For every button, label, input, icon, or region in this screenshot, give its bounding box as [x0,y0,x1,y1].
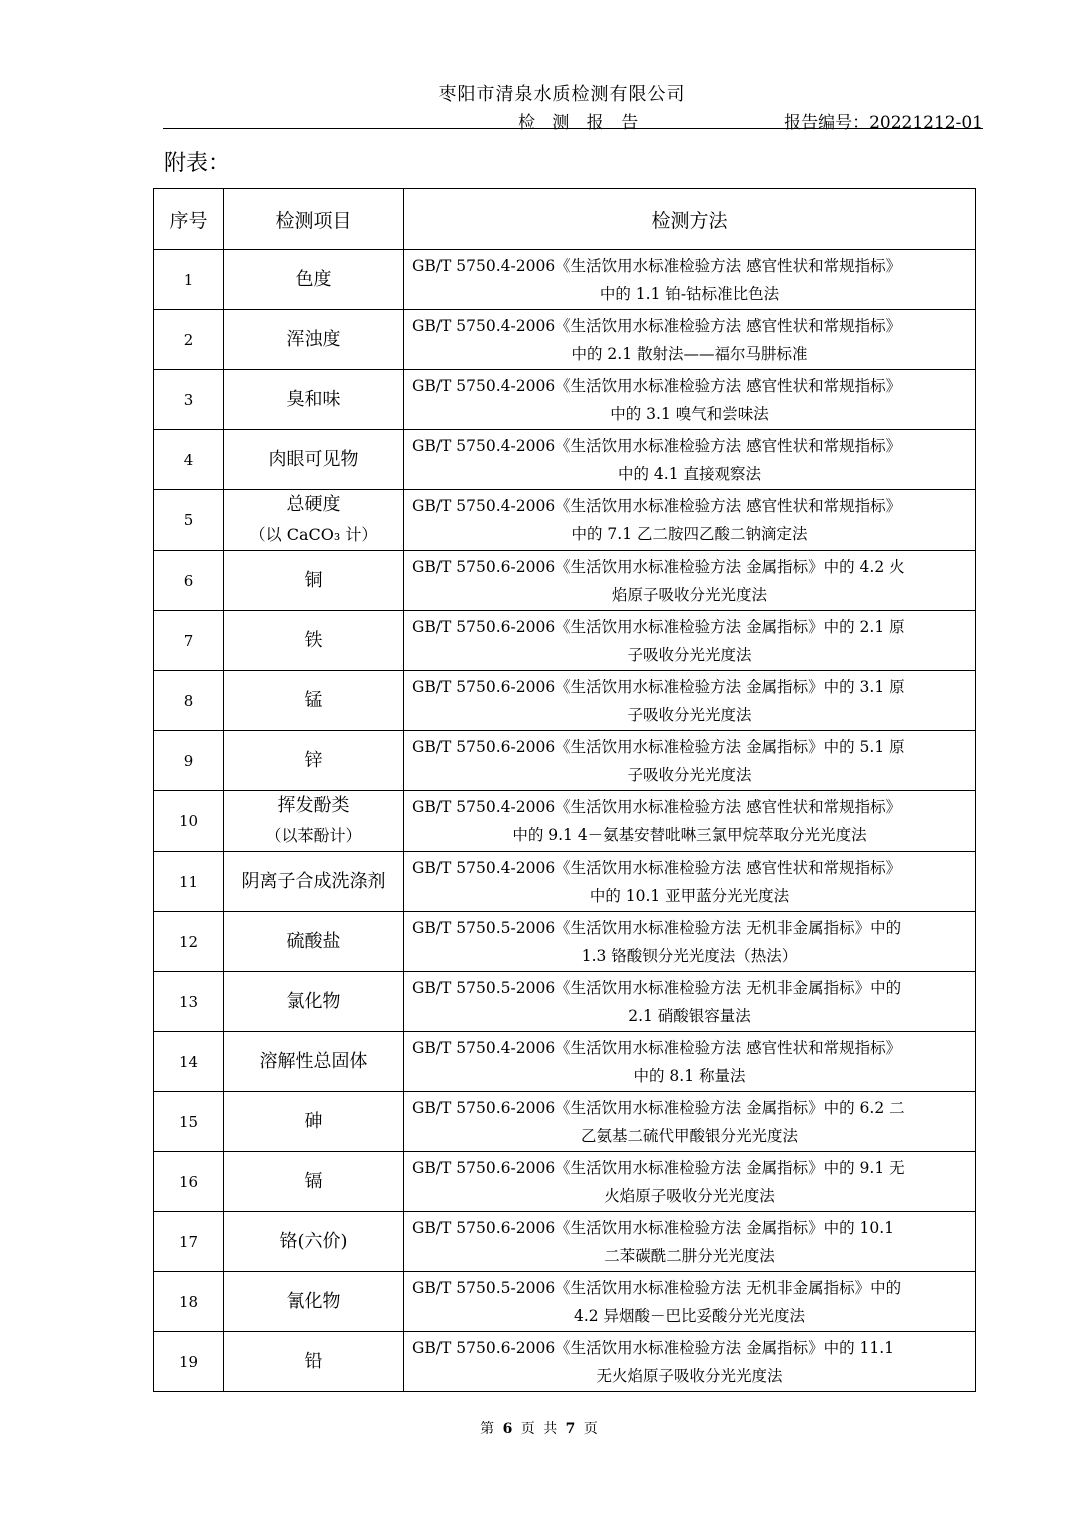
row-number: 8 [154,671,224,731]
test-method [404,1152,976,1212]
footer-suffix: 页 [583,1421,600,1437]
test-method [404,1272,976,1332]
test-item-note: （以 CaCO₃ 计） [249,525,378,544]
table-row [154,250,976,310]
test-method [404,250,976,310]
table-row [154,310,976,370]
test-method [404,1212,976,1272]
row-number: 12 [154,912,224,972]
table-row [154,490,976,551]
report-header-line [163,108,983,133]
table-row [154,1092,976,1152]
table-row [154,1212,976,1272]
footer-prefix: 第 [480,1421,497,1437]
row-number: 7 [154,611,224,671]
report-number [784,108,983,133]
test-item [224,430,404,490]
row-number: 13 [154,972,224,1032]
test-item-name: 溶解性总固体 [259,1050,368,1072]
method-line-1: GB/T 5750.5-2006《生活饮用水标准检验方法 无机非金属指标》中的 [412,918,902,937]
test-method [404,551,976,611]
method-line-1: GB/T 5750.4-2006《生活饮用水标准检验方法 感官性状和常规指标》 [412,497,902,515]
test-item-name: 阴离子合成洗涤剂 [241,870,386,892]
test-item-name: 铅 [304,1350,323,1372]
report-title: 检 测 报 告 [518,113,645,133]
test-item [224,250,404,310]
footer-total-pages: 7 [565,1421,578,1437]
test-item-name: 臭和味 [286,388,341,410]
test-item [224,852,404,912]
test-item-name: 色度 [295,268,332,290]
method-line-1: GB/T 5750.4-2006《生活饮用水标准检验方法 感官性状和常规指标》 [412,436,902,455]
method-line-1: GB/T 5750.4-2006《生活饮用水标准检验方法 感官性状和常规指标》 [412,316,902,335]
method-line-1: GB/T 5750.4-2006《生活饮用水标准检验方法 感官性状和常规指标》 [412,1038,902,1057]
test-item [224,1212,404,1272]
row-number: 10 [154,791,224,852]
method-line-2: 中的 8.1 称量法 [633,1066,746,1085]
row-number: 15 [154,1092,224,1152]
test-item-name: 锰 [304,689,323,711]
row-number: 16 [154,1152,224,1212]
method-line-1: GB/T 5750.6-2006《生活饮用水标准检验方法 金属指标》中的 6.2 二 [412,1098,905,1117]
method-line-2: 中的 4.1 直接观察法 [617,464,761,483]
test-item-name: 氯化物 [286,990,341,1012]
table-row [154,611,976,671]
method-line-2: 4.2 异烟酸－巴比妥酸分光光度法 [573,1306,806,1325]
test-item [224,671,404,731]
row-number: 6 [154,551,224,611]
method-line-2: 子吸收分光光度法 [627,645,752,664]
row-number: 4 [154,430,224,490]
method-line-2: 二苯碳酰二肼分光光度法 [604,1246,775,1265]
test-item-name: 挥发酚类 [277,795,350,816]
method-line-1: GB/T 5750.4-2006《生活饮用水标准检验方法 感官性状和常规指标》 [412,376,902,395]
test-item [224,310,404,370]
header-method: 检测方法 [404,189,976,250]
test-item [224,1092,404,1152]
method-line-1: GB/T 5750.5-2006《生活饮用水标准检验方法 无机非金属指标》中的 [412,1278,902,1297]
company-name: 枣阳市清泉水质检测有限公司 [438,84,686,105]
test-method [404,370,976,430]
method-line-2: 乙氨基二硫代甲酸银分光光度法 [580,1126,798,1145]
test-method [404,852,976,912]
test-method [404,490,976,551]
method-line-1: GB/T 5750.4-2006《生活饮用水标准检验方法 感官性状和常规指标》 [412,256,902,275]
method-line-1: GB/T 5750.6-2006《生活饮用水标准检验方法 金属指标》中的 9.1 无 [412,1158,905,1177]
test-item [224,972,404,1032]
method-line-2: 无火焰原子吸收分光光度法 [596,1366,783,1385]
report-number-value: 20221212-01 [869,113,983,133]
page-footer [0,1418,1080,1438]
report-number-label: 报告编号： [784,113,870,133]
method-line-1: GB/T 5750.6-2006《生活饮用水标准检验方法 金属指标》中的 5.1 原 [412,737,905,756]
table-row [154,1332,976,1392]
test-method [404,1032,976,1092]
test-item-note: （以苯酚计） [265,826,362,845]
test-item-name: 锌 [304,749,323,771]
test-item-name: 铁 [304,629,323,651]
test-item-name: 浑浊度 [286,328,341,350]
test-method [404,1332,976,1392]
method-line-2: 中的 7.1 乙二胺四乙酸二钠滴定法 [571,525,808,543]
table-row [154,791,976,852]
method-line-1: GB/T 5750.4-2006《生活饮用水标准检验方法 感官性状和常规指标》 [412,798,902,816]
table-row [154,1032,976,1092]
appendix-label: 附表： [164,151,231,176]
test-method [404,671,976,731]
test-method [404,731,976,791]
method-line-2: 火焰原子吸收分光光度法 [604,1186,775,1205]
test-method [404,310,976,370]
table-row [154,852,976,912]
method-line-1: GB/T 5750.6-2006《生活饮用水标准检验方法 金属指标》中的 4.2 火 [412,557,905,576]
method-line-1: GB/T 5750.6-2006《生活饮用水标准检验方法 金属指标》中的 3.1 原 [412,677,905,696]
test-item [224,1272,404,1332]
table-row [154,912,976,972]
table-row [154,972,976,1032]
method-line-1: GB/T 5750.4-2006《生活饮用水标准检验方法 感官性状和常规指标》 [412,858,902,877]
test-item-name: 铜 [304,569,323,591]
table-row [154,1272,976,1332]
test-item-name: 总硬度 [286,494,341,515]
row-number: 2 [154,310,224,370]
test-item-name: 氰化物 [286,1290,341,1312]
test-method [404,912,976,972]
method-line-2: 子吸收分光光度法 [627,705,752,724]
table-row [154,671,976,731]
row-number: 1 [154,250,224,310]
test-item-name: 铬(六价) [279,1230,348,1252]
table-row [154,731,976,791]
method-line-1: GB/T 5750.6-2006《生活饮用水标准检验方法 金属指标》中的 10.1 [412,1218,895,1237]
row-number: 9 [154,731,224,791]
method-line-2: 中的 10.1 亚甲蓝分光光度法 [589,886,790,905]
test-item [224,912,404,972]
method-line-1: GB/T 5750.5-2006《生活饮用水标准检验方法 无机非金属指标》中的 [412,978,902,997]
table-header-row [154,189,976,250]
test-item-name: 硫酸盐 [286,930,341,952]
header-item: 检测项目 [224,189,404,250]
test-item [224,1152,404,1212]
test-item [224,1332,404,1392]
footer-page-number: 6 [502,1421,515,1437]
row-number: 3 [154,370,224,430]
method-line-2: 中的 9.1 4－氨基安替吡啉三氯甲烷萃取分光光度法 [512,826,867,844]
method-line-1: GB/T 5750.6-2006《生活饮用水标准检验方法 金属指标》中的 2.1 原 [412,617,905,636]
table-row [154,1152,976,1212]
row-number: 11 [154,852,224,912]
footer-mid: 页 共 [520,1421,560,1437]
test-item [224,490,404,551]
method-line-2: 2.1 硝酸银容量法 [628,1006,751,1025]
method-line-2: 1.3 铬酸钡分光光度法（热法） [581,946,798,965]
test-method [404,611,976,671]
test-item [224,731,404,791]
test-method [404,972,976,1032]
row-number: 14 [154,1032,224,1092]
row-number: 19 [154,1332,224,1392]
table-row [154,551,976,611]
test-item [224,551,404,611]
method-line-2: 中的 1.1 铂-钴标准比色法 [599,284,780,303]
test-item [224,611,404,671]
method-line-2: 中的 3.1 嗅气和尝味法 [610,404,769,423]
row-number: 5 [154,490,224,551]
test-method [404,430,976,490]
method-line-1: GB/T 5750.6-2006《生活饮用水标准检验方法 金属指标》中的 11.1 [412,1338,895,1357]
test-method [404,1092,976,1152]
test-item [224,1032,404,1092]
row-number: 18 [154,1272,224,1332]
header-no: 序号 [154,189,224,250]
methods-table [153,188,976,1392]
row-number: 17 [154,1212,224,1272]
method-line-2: 子吸收分光光度法 [627,765,752,784]
table-row [154,370,976,430]
method-line-2: 中的 2.1 散射法——福尔马肼标准 [571,344,808,363]
method-line-2: 焰原子吸收分光光度法 [611,585,767,604]
test-item-name: 肉眼可见物 [268,448,359,470]
test-item-name: 砷 [304,1110,323,1132]
test-item [224,370,404,430]
test-item-name: 镉 [304,1170,323,1192]
test-item [224,791,404,852]
test-method [404,791,976,852]
table-row [154,430,976,490]
